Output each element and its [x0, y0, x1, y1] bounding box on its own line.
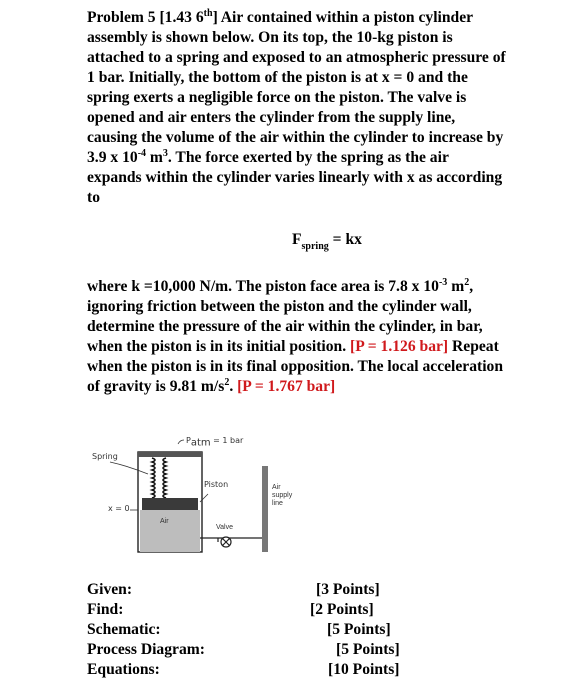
points-equations: [10 Points]: [328, 661, 400, 678]
patm-label: $P_{atm} = 1$ bar: [186, 436, 244, 449]
points-schematic: [5 Points]: [327, 621, 391, 638]
answer-initial: [P = 1.126 bar]: [350, 338, 449, 355]
section-find: Find:: [87, 601, 124, 618]
spring-label: Spring: [92, 452, 118, 461]
air-label: Air: [160, 518, 169, 525]
problem-conditions: where k =10,000 N/m. The piston face area is 7.8 x $10^{-3}$ $m^2$, ignoring friction between the piston and the cylinder wall, determine the pressure of the air within the cylinder, in bar, when the piston is in its initial position. [P = 1.126 bar] Repeat when the piston is in its final opposition. The local acceleration of gravity is 9.81 $m/s^2$. [P = 1.767 bar]: [87, 276, 504, 395]
supply-label-3: line: [272, 500, 283, 507]
points-find: [2 Points]: [310, 601, 374, 618]
supply-label-2: supply: [272, 492, 293, 499]
answer-final: [P = 1.767 bar]: [237, 378, 336, 395]
section-process-diagram: Process Diagram:: [87, 641, 205, 658]
section-labels: [87, 580, 205, 680]
points-given: [3 Points]: [316, 581, 380, 598]
section-given: Given:: [87, 581, 133, 598]
x0-label: x = 0: [108, 504, 130, 513]
spring-force-equation: $F_{spring}$ = kx: [292, 231, 362, 252]
piston-label: Piston: [204, 480, 229, 489]
supply-label-1: Air: [272, 484, 281, 491]
section-schematic: Schematic:: [87, 621, 161, 638]
piston-cylinder-drawing: [80, 430, 320, 570]
piston-cylinder-figure: [80, 430, 320, 570]
problem-statement: Problem 5 [1.43 6th] Air contained within a piston cylinder assembly is shown below. On its top, the 10-kg piston is attached to a spring and exposed to an atmospheric pressure of 1 bar. Initially, the bottom of the piston is at x = 0 and the spring exerts a negligible force on the piston. The valve is opened and air enters the cylinder from the supply line, causing the volume of the air within the cylinder to increase by 3.9 x $10^{-4}$ $m^3$. The force exerted by the spring as the air expands within the cylinder varies linearly with x as according to: [87, 7, 506, 206]
section-equations: Equations:: [87, 661, 160, 678]
points-process-diagram: [5 Points]: [336, 641, 400, 658]
valve-label: Valve: [216, 524, 233, 531]
